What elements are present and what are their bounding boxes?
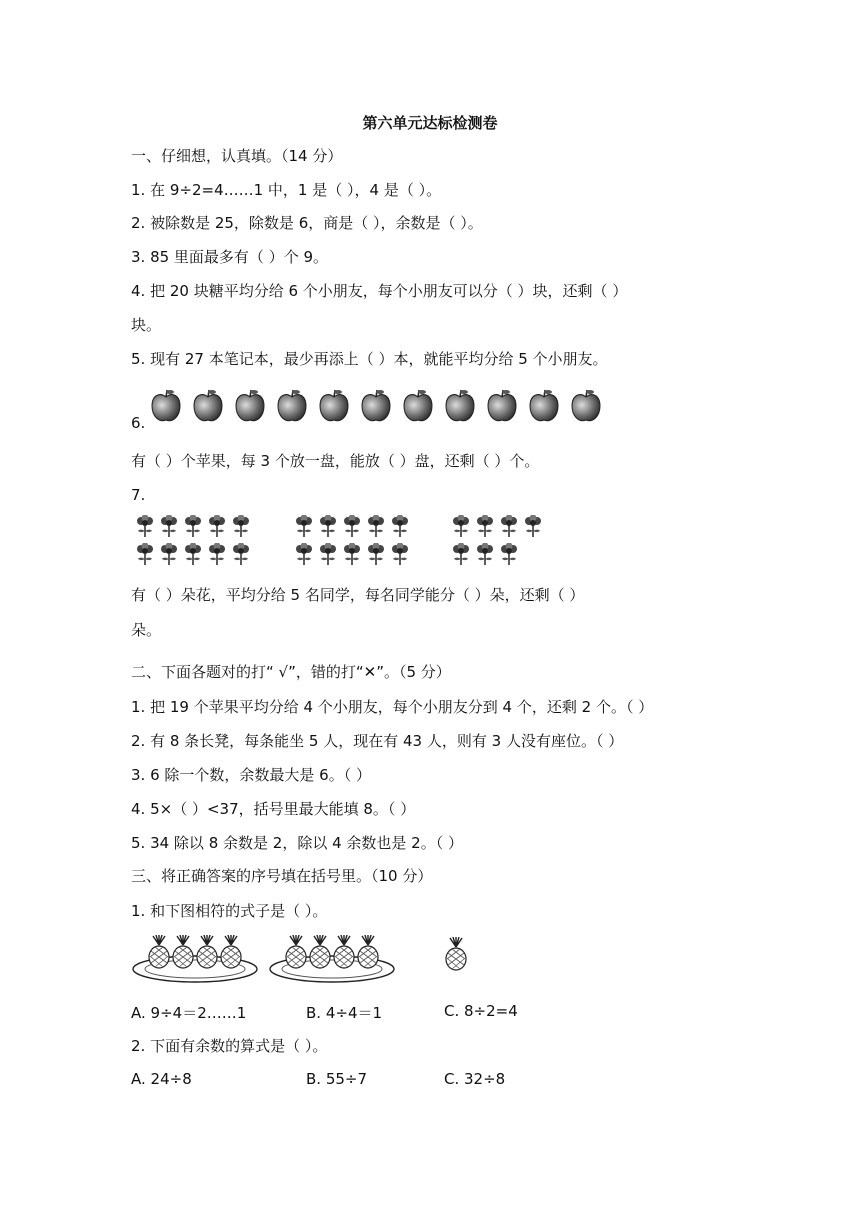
flower-icon: [292, 515, 316, 539]
s2-question-1: 1. 把 19 个苹果平均分给 4 个小朋友，每个小朋友分到 4 个，还剩 2 个。（ ）: [131, 698, 654, 716]
flower-icon: [205, 543, 229, 567]
apple-icon: [444, 388, 476, 424]
pineapple-icon: [444, 937, 468, 975]
flower-icon: [340, 515, 364, 539]
section3-heading: 三、将正确答案的序号填在括号里。（10 分）: [131, 867, 433, 885]
s1-question-1: 1. 在 9÷2=4……1 中，1 是（ ），4 是（ ）。: [131, 181, 442, 199]
flower-icon: [340, 543, 364, 567]
s3-q1-option-c: C. 8÷2=4: [444, 1002, 518, 1020]
flower-icon: [292, 543, 316, 567]
s2-question-5: 5. 34 除以 8 余数是 2，除以 4 余数也是 2。（ ）: [131, 834, 463, 852]
flower-icon: [205, 515, 229, 539]
s2-question-4: 4. 5×（ ）<37，括号里最大能填 8。（ ）: [131, 800, 416, 818]
flower-icon: [316, 543, 340, 567]
pineapple-icon: [308, 935, 332, 973]
flower-icon: [388, 515, 412, 539]
flower-icon: [364, 515, 388, 539]
flower-icon: [473, 543, 497, 567]
apple-icon: [318, 388, 350, 424]
apple-icon: [402, 388, 434, 424]
flower-icon: [133, 515, 157, 539]
flower-icon: [229, 515, 253, 539]
s3-q2-option-c: C. 32÷8: [444, 1070, 506, 1088]
s1-question-5: 5. 现有 27 本笔记本，最少再添上（ ）本，就能平均分给 5 个小朋友。: [131, 350, 608, 368]
s1-question-6-number: 6.: [131, 414, 146, 432]
s1-question-6: 有（ ）个苹果，每 3 个放一盘，能放（ ）盘，还剩（ ）个。: [131, 452, 540, 470]
s3-q2-option-b: B. 55÷7: [306, 1070, 368, 1088]
s3-q1-option-b: B. 4÷4＝1: [306, 1004, 383, 1022]
pineapple-icon: [147, 935, 171, 973]
flower-icon: [316, 515, 340, 539]
flower-icon: [157, 515, 181, 539]
pineapple-icon: [284, 935, 308, 973]
s1-question-4-cont: 块。: [131, 316, 162, 334]
flower-icon: [449, 543, 473, 567]
flower-icon: [497, 543, 521, 567]
pineapple-icon: [332, 935, 356, 973]
flower-row: [449, 543, 521, 567]
s2-question-3: 3. 6 除一个数，余数最大是 6。（ ）: [131, 766, 371, 784]
pineapple-plate: [268, 935, 396, 985]
pineapple-icon: [219, 935, 243, 973]
apple-icon: [234, 388, 266, 424]
flower-row: [292, 543, 412, 567]
flower-icon: [497, 515, 521, 539]
s3-question-2: 2. 下面有余数的算式是（ ）。: [131, 1037, 328, 1055]
section2-heading: 二、下面各题对的打“ √”，错的打“✕”。（5 分）: [131, 663, 451, 681]
flower-icon: [157, 543, 181, 567]
s1-question-2: 2. 被除数是 25，除数是 6，商是（ ），余数是（ ）。: [131, 214, 483, 232]
apple-icon: [360, 388, 392, 424]
section1-heading: 一、仔细想，认真填。（14 分）: [131, 147, 343, 165]
flower-icon: [521, 515, 545, 539]
flower-icon: [133, 543, 157, 567]
flower-icon: [449, 515, 473, 539]
flower-row: [449, 515, 545, 539]
apple-icon: [276, 388, 308, 424]
s1-question-4: 4. 把 20 块糖平均分给 6 个小朋友，每个小朋友可以分（ ）块，还剩（ ）: [131, 282, 628, 300]
flower-icon: [181, 543, 205, 567]
flower-icon: [181, 515, 205, 539]
s3-question-1: 1. 和下图相符的式子是（ ）。: [131, 902, 328, 920]
flower-icon: [364, 543, 388, 567]
flower-icon: [229, 543, 253, 567]
flower-row: [292, 515, 412, 539]
s1-question-7-number: 7.: [131, 486, 146, 504]
pineapple-icon: [356, 935, 380, 973]
flower-icon: [473, 515, 497, 539]
apple-icon: [150, 388, 182, 424]
apple-figure: [150, 388, 612, 424]
apple-icon: [486, 388, 518, 424]
flower-row: [133, 543, 253, 567]
s3-q1-option-a: A. 9÷4＝2……1: [131, 1004, 247, 1022]
pineapple-icon: [171, 935, 195, 973]
apple-icon: [192, 388, 224, 424]
flower-row: [133, 515, 253, 539]
s2-question-2: 2. 有 8 条长凳，每条能坐 5 人，现在有 43 人，则有 3 人没有座位。（ ）: [131, 732, 624, 750]
apple-icon: [570, 388, 602, 424]
pineapple-plate: [131, 935, 259, 985]
page-title: 第六单元达标检测卷: [362, 114, 498, 132]
s1-question-3: 3. 85 里面最多有（ ）个 9。: [131, 248, 329, 266]
s1-question-7-cont: 朵。: [131, 621, 162, 639]
apple-icon: [528, 388, 560, 424]
pineapple-icon: [195, 935, 219, 973]
s3-q2-option-a: A. 24÷8: [131, 1070, 192, 1088]
s1-question-7: 有（ ）朵花，平均分给 5 名同学，每名同学能分（ ）朵，还剩（ ）: [131, 586, 585, 604]
flower-icon: [388, 543, 412, 567]
